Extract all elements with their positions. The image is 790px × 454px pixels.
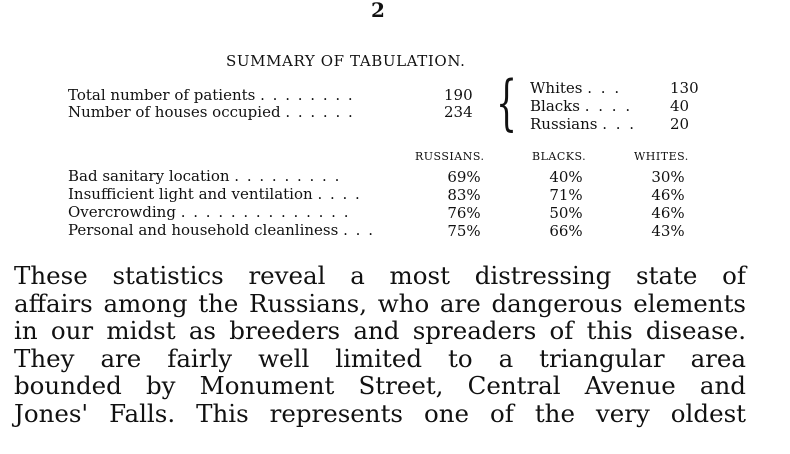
cell-value: 71%	[549, 186, 583, 204]
race-label: Blacks	[530, 97, 580, 115]
column-header-russians: RUSSIANS.	[415, 150, 485, 163]
totals-label: Total number of patients	[68, 86, 256, 104]
cell-value: 40%	[549, 168, 583, 186]
race-value: 130	[670, 79, 699, 97]
leader-dots: . . . . . .	[285, 103, 355, 121]
cell-value: 75%	[447, 222, 481, 240]
table-row-overcrowding	[68, 204, 350, 221]
paragraph-line: Jones' Falls. This represents one of the very oldest	[14, 398, 746, 428]
totals-value: 234	[444, 103, 473, 121]
cell-value: 66%	[549, 222, 583, 240]
cell-value: 30%	[651, 168, 685, 186]
cell-value: 50%	[549, 204, 583, 222]
cell-value: 43%	[651, 222, 685, 240]
race-value: 20	[670, 115, 690, 133]
race-label: Whites	[530, 79, 583, 97]
race-row-russians	[530, 115, 690, 133]
paragraph-line: in our midst as breeders and spreaders of this disease.	[14, 316, 746, 345]
paragraph-line: affairs among the Russians, who are dangerous elements	[14, 288, 746, 318]
race-value: 40	[670, 97, 690, 115]
page-number: 2	[371, 0, 385, 22]
leader-dots: . . .	[602, 115, 637, 133]
row-label: Bad sanitary location	[68, 167, 230, 185]
leader-dots: . . . . . . . . .	[234, 167, 341, 185]
paragraph-line: These statistics reveal a most distressing state of	[14, 261, 746, 290]
cell-value: 76%	[447, 204, 481, 222]
race-row-blacks	[530, 97, 690, 115]
paragraph-line: bounded by Monument Street, Central Avenue and	[14, 371, 746, 400]
leader-dots: . . . .	[584, 97, 633, 115]
race-label: Russians	[530, 115, 598, 133]
table-row-light	[68, 186, 361, 203]
leader-dots: . . .	[343, 221, 375, 239]
paragraph-line: They are fairly well limited to a triangular area	[14, 343, 746, 373]
summary-title: SUMMARY OF TABULATION.	[226, 52, 466, 70]
row-label: Insufficient light and ventilation	[68, 185, 313, 203]
leader-dots: . . .	[587, 79, 622, 97]
column-header-whites: WHITES.	[634, 150, 689, 163]
cell-value: 69%	[447, 168, 481, 186]
cell-value: 46%	[651, 186, 685, 204]
leader-dots: . . . . . . . . . . . . . .	[180, 203, 350, 221]
race-row-whites	[530, 79, 699, 97]
cell-value: 46%	[651, 204, 685, 222]
row-label: Personal and household cleanliness	[68, 221, 339, 239]
row-label: Overcrowding	[68, 203, 176, 221]
curly-brace: {	[496, 68, 518, 138]
leader-dots: . . . .	[317, 185, 362, 203]
totals-row-patients	[68, 86, 473, 104]
column-header-blacks: BLACKS.	[532, 150, 587, 163]
cell-value: 83%	[447, 186, 481, 204]
totals-row-houses	[68, 103, 473, 121]
totals-value: 190	[444, 86, 473, 104]
table-row-sanitary	[68, 168, 341, 185]
body-paragraph	[14, 262, 746, 427]
totals-label: Number of houses occupied	[68, 103, 281, 121]
table-row-cleanliness	[68, 222, 374, 239]
leader-dots: . . . . . . . .	[260, 86, 355, 104]
